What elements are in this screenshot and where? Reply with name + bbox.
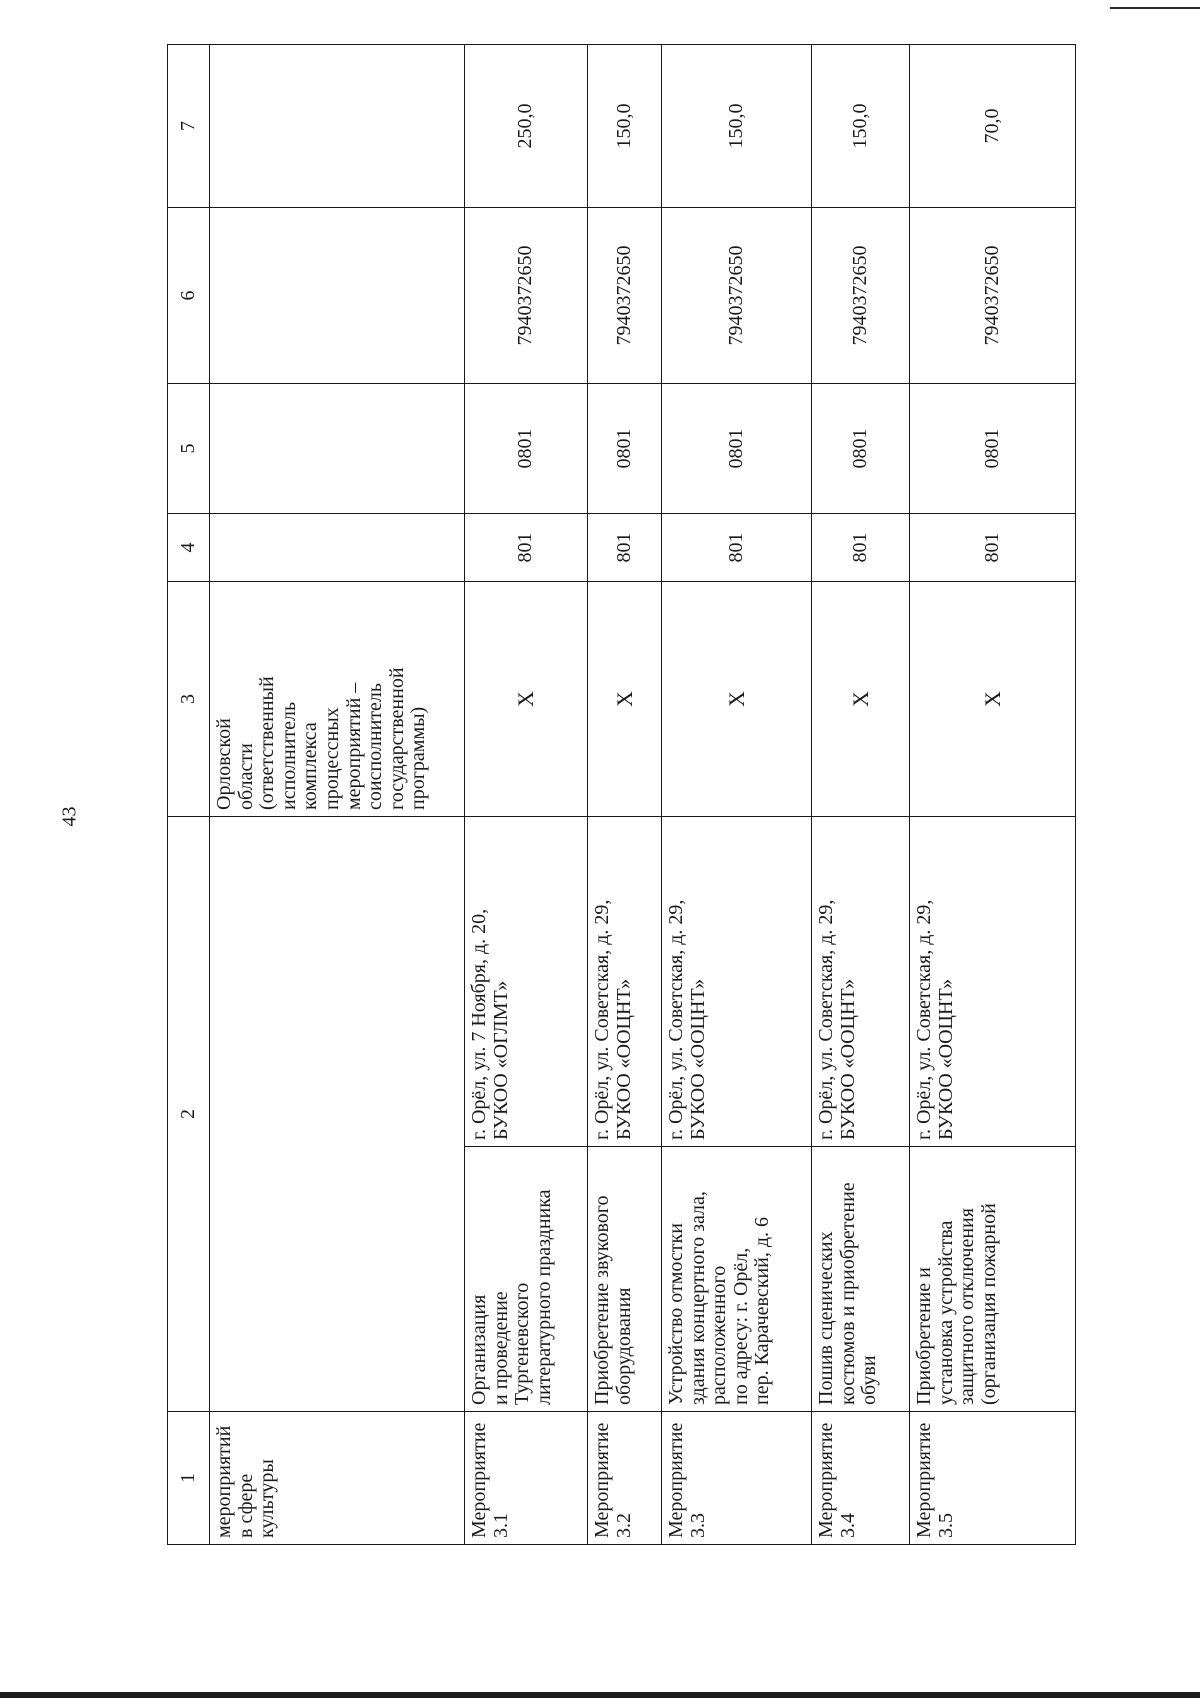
row-description: Приобретение и установка устройства защитного отключения (организация пожарной [910,1147,1076,1412]
row-amount: 250,0 [465,45,588,208]
row-target: 7940372650 [812,208,910,384]
header-col-3: 3 [168,582,210,817]
section-row [210,45,465,1545]
header-col-5: 5 [168,384,210,514]
row-place: г. Орёл, ул. 7 Ноября, д. 20, БУКОО «ОГЛМТ» [465,817,588,1147]
row-id: Мероприятие 3.4 [812,1412,910,1545]
row-id: Мероприятие 3.2 [588,1412,662,1545]
row-target: 7940372650 [465,208,588,384]
row-amount: 150,0 [662,45,812,208]
section-title: мероприятий в сфере культуры [210,1412,465,1545]
row-place: г. Орёл, ул. Советская, д. 29, БУКОО «ООЦНТ» [662,817,812,1147]
row-id: Мероприятие 3.3 [662,1412,812,1545]
scan-edge-line-bottom [0,1692,1200,1698]
row-grbs: 801 [465,514,588,582]
scan-edge-line-top [1110,7,1200,9]
header-row [168,45,210,1545]
table-row [465,45,588,1545]
row-amount: 150,0 [812,45,910,208]
row-place: г. Орёл, ул. Советская, д. 29, БУКОО «ООЦНТ» [812,817,910,1147]
row-place: г. Орёл, ул. Советская, д. 29, БУКОО «ООЦНТ» [910,817,1076,1147]
row-amount: 150,0 [588,45,662,208]
row-grbs: 801 [588,514,662,582]
section-col-7 [210,45,465,208]
row-section-code: 0801 [662,384,812,514]
header-col-2: 2 [168,817,210,1412]
row-id: Мероприятие 3.5 [910,1412,1076,1545]
row-mark: X [465,582,588,817]
header-col-6: 6 [168,208,210,384]
row-id: Мероприятие 3.1 [465,1412,588,1545]
row-grbs: 801 [910,514,1076,582]
row-description: Пошив сценических костюмов и приобретение обуви [812,1147,910,1412]
row-target: 7940372650 [910,208,1076,384]
row-mark: X [812,582,910,817]
section-col-5 [210,384,465,514]
row-section-code: 0801 [812,384,910,514]
table-row [662,45,812,1545]
section-executor: Орловской области (ответственный исполнитель комплекса процессных мероприятий – соисполнитель государственной программы) [210,582,465,817]
row-grbs: 801 [662,514,812,582]
section-blank [210,817,465,1412]
row-description: Приобретение звукового оборудования [588,1147,662,1412]
row-mark: X [662,582,812,817]
header-col-1: 1 [168,1412,210,1545]
table-row [812,45,910,1545]
table-row [588,45,662,1545]
page-number-text: 43 [58,806,81,826]
budget-table [167,44,1076,1545]
row-amount: 70,0 [910,45,1076,208]
row-section-code: 0801 [910,384,1076,514]
row-description: Организация и проведение Тургеневского литературного праздника [465,1147,588,1412]
row-grbs: 801 [812,514,910,582]
page-number [52,798,88,834]
section-col-6 [210,208,465,384]
section-col-4 [210,514,465,582]
row-mark: X [588,582,662,817]
table-row [910,45,1076,1545]
header-col-7: 7 [168,45,210,208]
row-place: г. Орёл, ул. Советская, д. 29, БУКОО «ООЦНТ» [588,817,662,1147]
row-description: Устройство отмостки здания концертного зала, расположенного по адресу: г. Орёл, пер. Карачевский, д. 6 [662,1147,812,1412]
rotated-table-container [167,45,1075,1545]
row-target: 7940372650 [588,208,662,384]
row-section-code: 0801 [465,384,588,514]
row-mark: X [910,582,1076,817]
header-col-4: 4 [168,514,210,582]
row-section-code: 0801 [588,384,662,514]
row-target: 7940372650 [662,208,812,384]
